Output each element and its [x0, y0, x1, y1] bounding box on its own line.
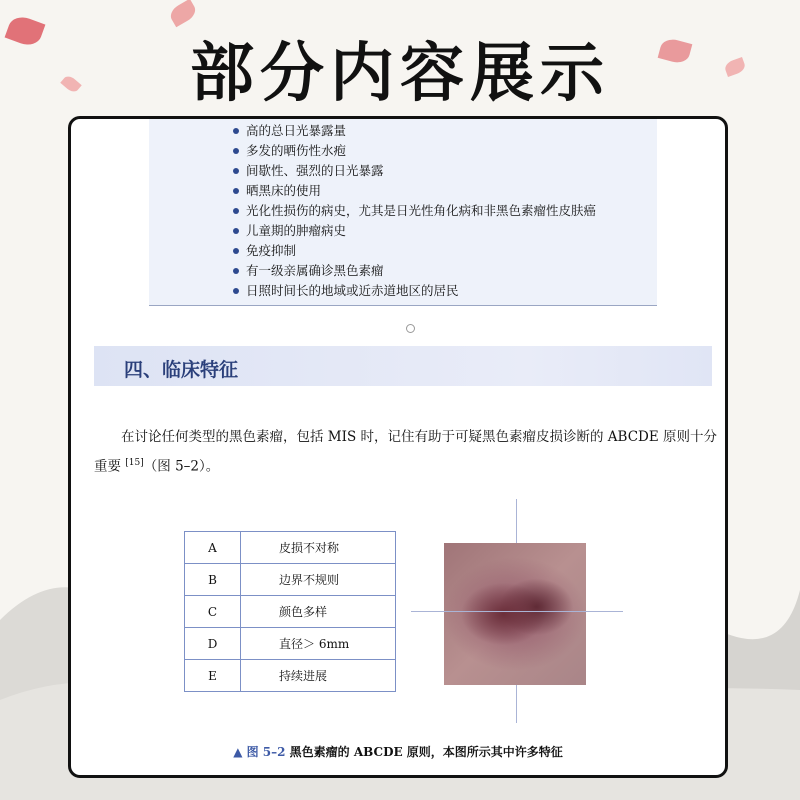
list-item: 多发的晒伤性水疱: [233, 141, 596, 161]
abcde-letter: C: [185, 596, 241, 628]
ring-mark: [406, 324, 415, 333]
paragraph-figure-ref: （图 5–2）。: [143, 458, 220, 475]
table-row: [185, 596, 396, 628]
list-item: 高的总日光暴露量: [233, 121, 596, 141]
book-page-preview: [68, 116, 728, 778]
list-item: 间歇性、强烈的日光暴露: [233, 161, 596, 181]
list-item: 有一级亲属确诊黑色素瘤: [233, 261, 596, 281]
risk-factor-list: [233, 121, 596, 301]
abcde-description: 皮损不对称: [241, 532, 396, 564]
crosshair-horizontal: [411, 611, 623, 612]
risk-factor-box: [149, 116, 657, 306]
abcde-description: 持续进展: [241, 660, 396, 692]
abcde-description: 边界不规则: [241, 564, 396, 596]
list-item: 晒黑床的使用: [233, 181, 596, 201]
section-heading-band: [94, 346, 712, 386]
citation-marker: [15]: [125, 458, 144, 468]
figure-caption: [71, 743, 725, 760]
abcde-description: 直径＞ 6mm: [241, 628, 396, 660]
table-row: [185, 628, 396, 660]
table-row: [185, 564, 396, 596]
banner-title: 部分内容展示: [190, 37, 610, 111]
figure-label: ▲ 图 5–2: [233, 745, 286, 759]
caption-text: 黑色素瘤的 ABCDE 原则，本图所示其中许多特征: [289, 745, 563, 759]
table-row: [185, 532, 396, 564]
abcde-letter: D: [185, 628, 241, 660]
abcde-letter: E: [185, 660, 241, 692]
list-item: 光化性损伤的病史，尤其是日光性角化病和非黑色素瘤性皮肤癌: [233, 201, 596, 221]
abcde-letter: A: [185, 532, 241, 564]
list-item: 日照时间长的地域或近赤道地区的居民: [233, 281, 596, 301]
paragraph-text: 在讨论任何类型的黑色素瘤，包括 MIS 时，记住有助于可疑黑色素瘤皮损诊断的 ABCDE 原则十分重要: [94, 429, 717, 475]
abcde-description: 颜色多样: [241, 596, 396, 628]
list-item: 免疫抑制: [233, 241, 596, 261]
abcde-table: [184, 531, 396, 692]
body-paragraph: [94, 424, 719, 480]
list-item: 儿童期的肿瘤病史: [233, 221, 596, 241]
table-row: [185, 660, 396, 692]
section-title: 四、临床特征: [124, 359, 239, 381]
lesion-figure: [411, 499, 641, 739]
melanoma-lesion-photo: [444, 543, 586, 685]
abcde-letter: B: [185, 564, 241, 596]
